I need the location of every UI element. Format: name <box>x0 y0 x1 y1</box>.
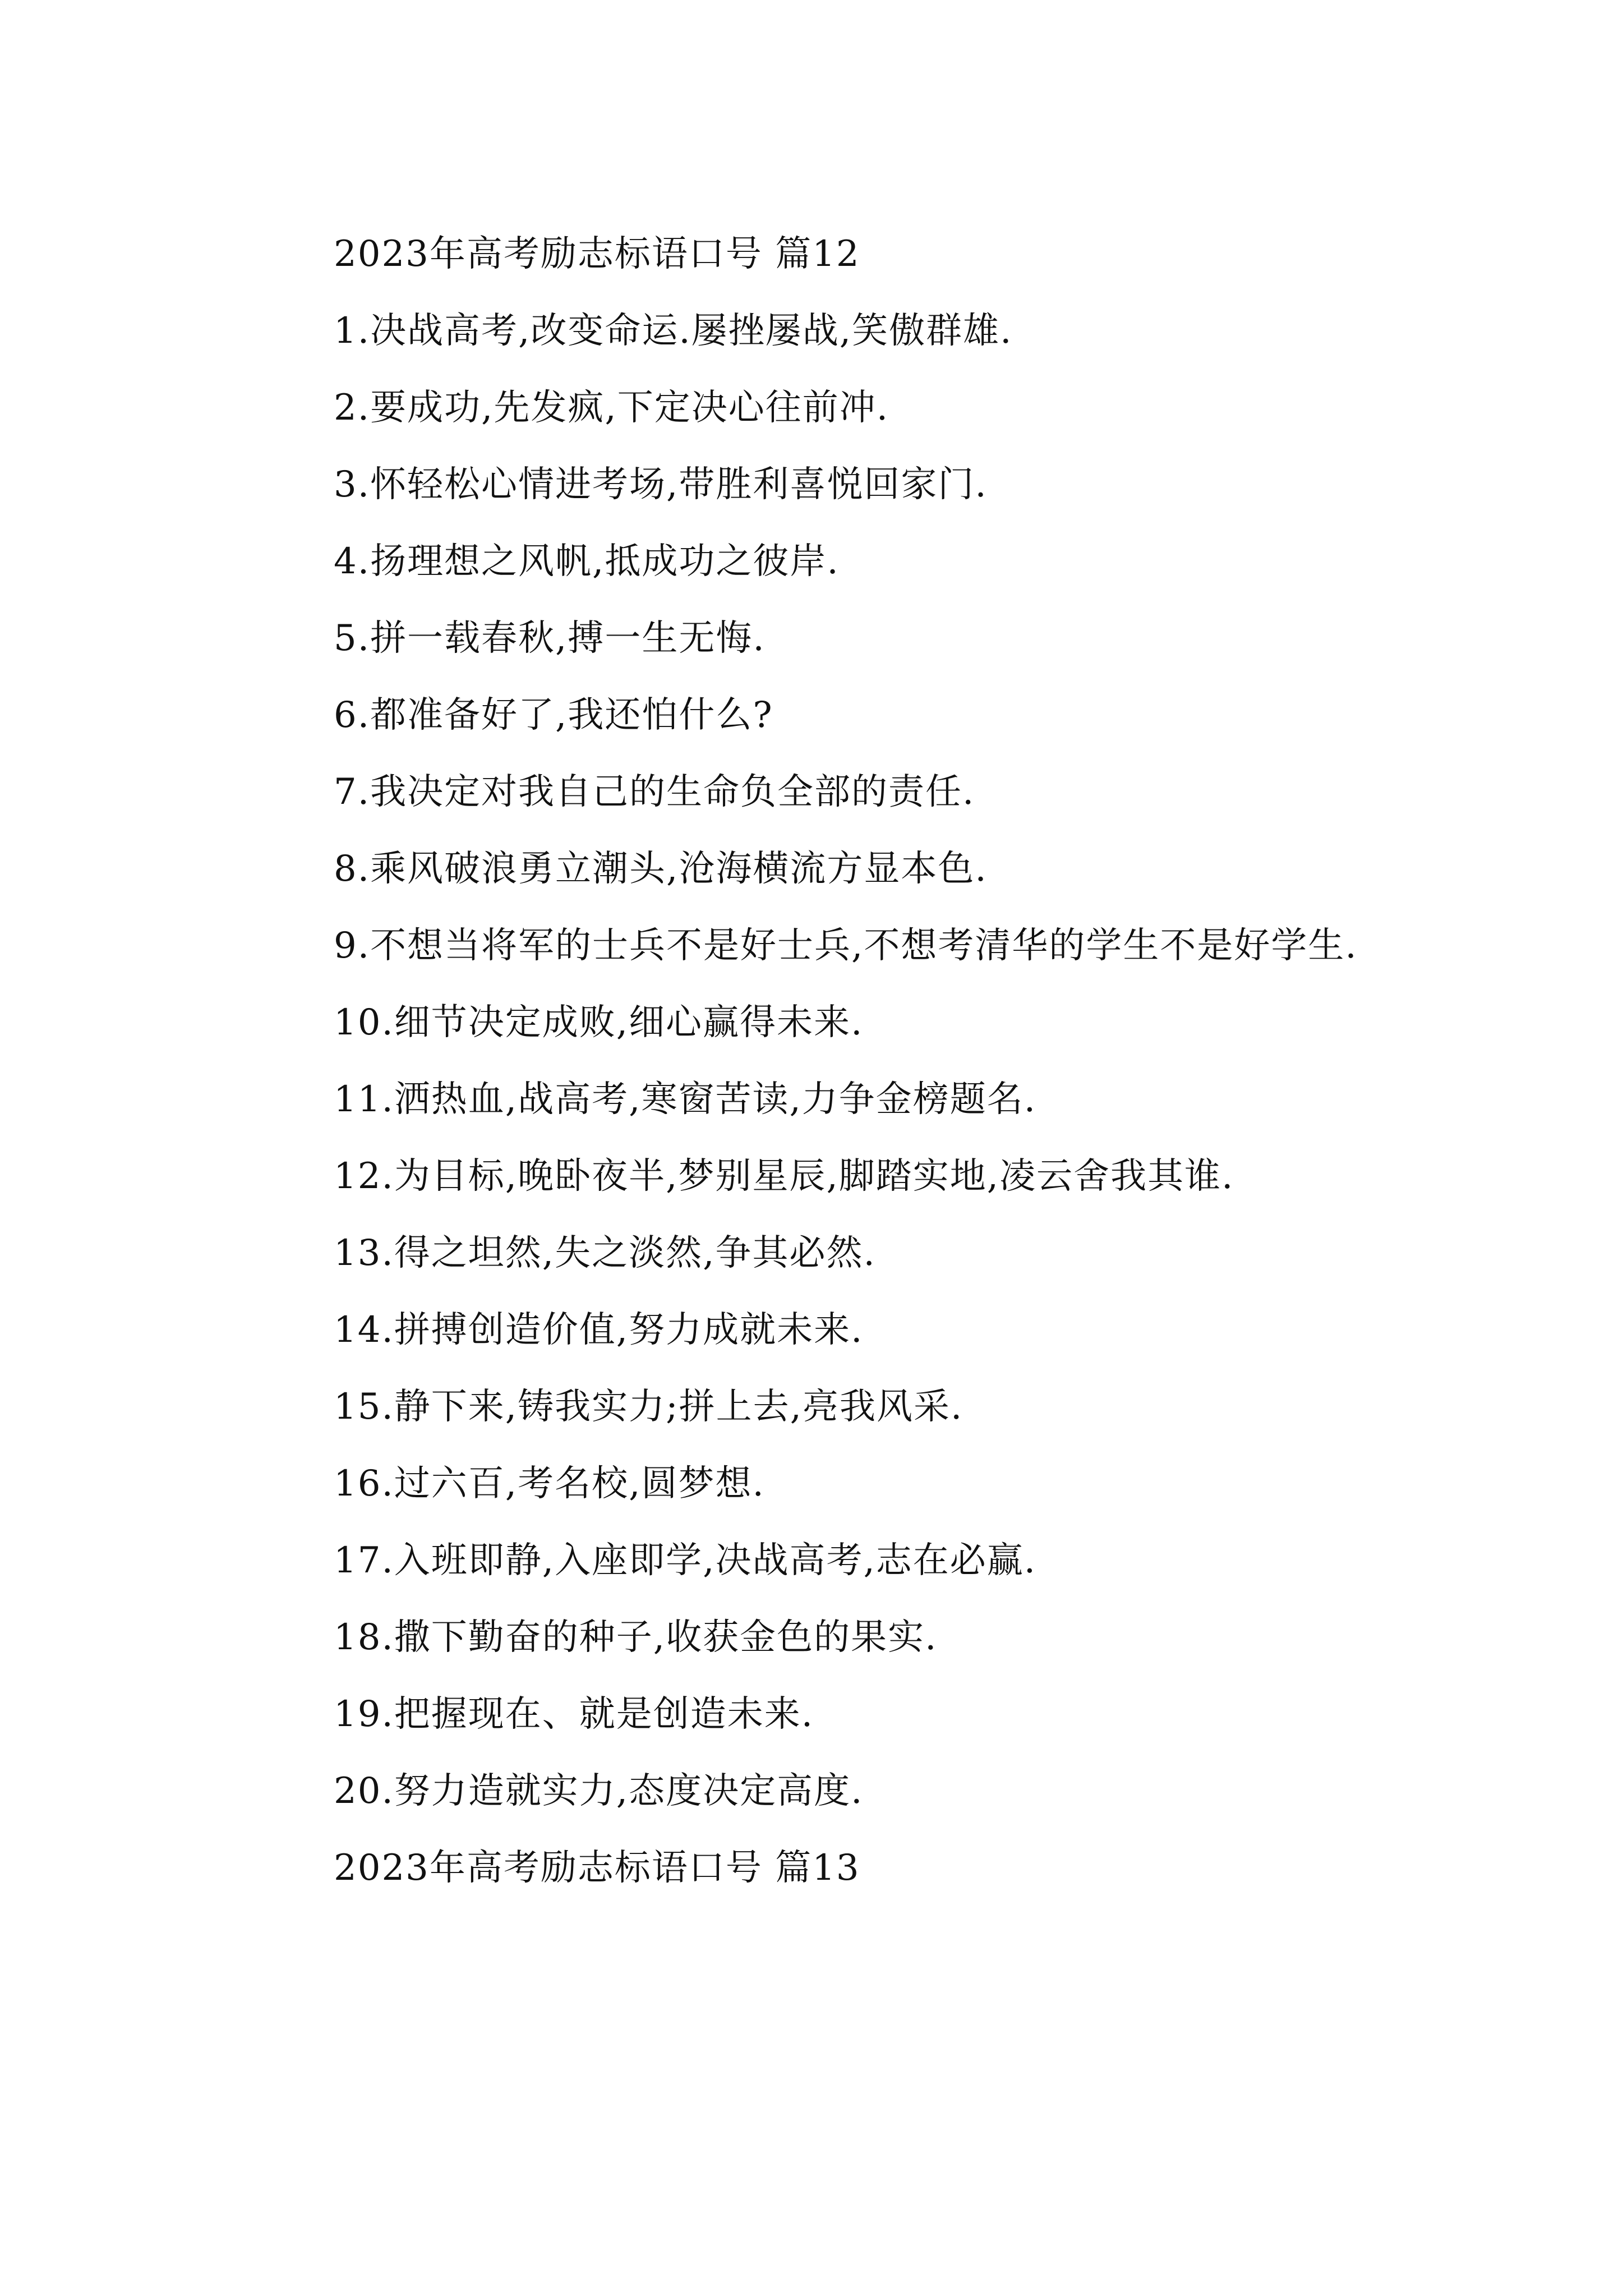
section-heading-12: 2023年高考励志标语口号 篇12 <box>334 233 860 275</box>
slogan-9: 9.不想当将军的士兵不是好士兵,不想考清华的学生不是好学生. <box>334 925 1358 967</box>
slogan-17: 17.入班即静,入座即学,决战高考,志在必赢. <box>334 1540 1037 1581</box>
slogan-1: 1.决战高考,改变命运.屡挫屡战,笑傲群雄. <box>334 310 1013 352</box>
slogan-20: 20.努力造就实力,态度决定高度. <box>334 1770 864 1812</box>
slogan-3: 3.怀轻松心情进考场,带胜利喜悦回家门. <box>334 464 988 505</box>
slogan-6: 6.都准备好了,我还怕什么? <box>334 694 773 736</box>
slogan-11: 11.洒热血,战高考,寒窗苦读,力争金榜题名. <box>334 1079 1037 1120</box>
slogan-15: 15.静下来,铸我实力;拼上去,亮我风采. <box>334 1386 963 1428</box>
slogan-10: 10.细节决定成败,细心赢得未来. <box>334 1002 864 1043</box>
slogan-13: 13.得之坦然,失之淡然,争其必然. <box>334 1232 876 1274</box>
section-heading-13: 2023年高考励志标语口号 篇13 <box>334 1847 860 1889</box>
slogan-8: 8.乘风破浪勇立潮头,沧海横流方显本色. <box>334 848 988 890</box>
slogan-2: 2.要成功,先发疯,下定决心往前冲. <box>334 387 889 429</box>
slogan-12: 12.为目标,晚卧夜半,梦别星辰,脚踏实地,凌云舍我其谁. <box>334 1156 1234 1197</box>
slogan-16: 16.过六百,考名校,圆梦想. <box>334 1463 765 1504</box>
slogan-5: 5.拼一载春秋,搏一生无悔. <box>334 618 766 659</box>
slogan-4: 4.扬理想之风帆,抵成功之彼岸. <box>334 541 840 582</box>
slogan-14: 14.拼搏创造价值,努力成就未来. <box>334 1309 864 1351</box>
slogan-18: 18.撒下勤奋的种子,收获金色的果实. <box>334 1617 938 1658</box>
document-body <box>247 216 1402 1907</box>
slogan-19: 19.把握现在、就是创造未来. <box>334 1694 814 1735</box>
slogan-7: 7.我决定对我自己的生命负全部的责任. <box>334 771 975 813</box>
